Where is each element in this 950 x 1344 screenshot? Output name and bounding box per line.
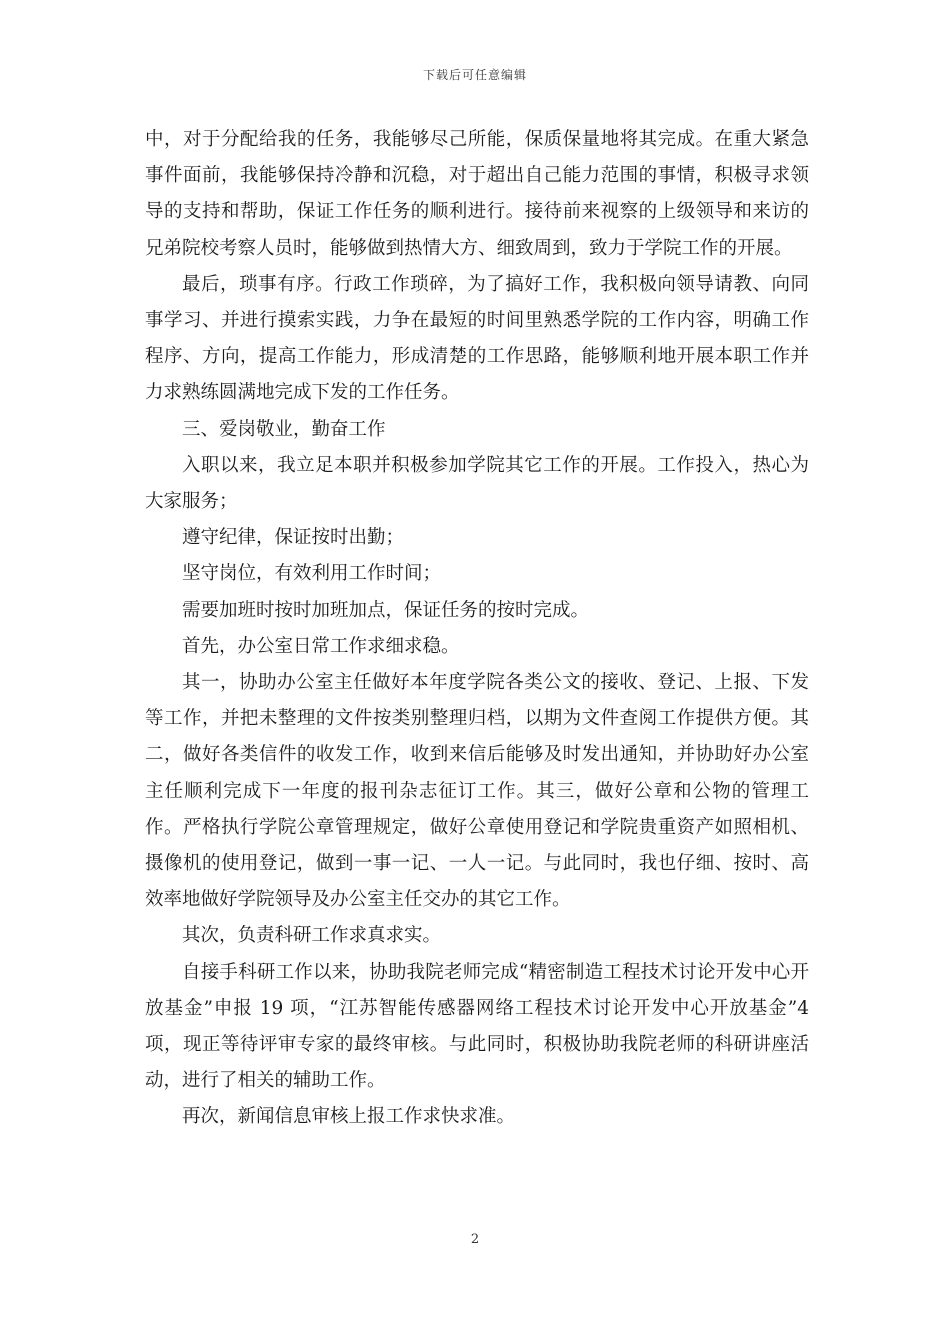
paragraph-7: 需要加班时按时加班加点，保证任务的按时完成。 [182, 599, 590, 621]
paragraph-2: 最后，琐事有序。行政工作琐碎，为了搞好工作，我积极向领导请教、向同事学习、并进行摸索实践，力争在最短的时间里熟悉学院的工作内容，明确工作程序、方向，提高工作能力，形成清楚的工作思路，能够顺利地开展本职工作并力求熟练圆满地完成下发的工作任务。 [145, 273, 809, 404]
paragraph-1: 中，对于分配给我的任务，我能够尽己所能，保质保量地将其完成。在重大紧急事件面前，我能够保持冷静和沉稳，对于超出自己能力范围的事情，积极寻求领导的支持和帮助，保证工作任务的顺利进行。接待前来视察的上级领导和来访的兄弟院校考察人员时，能够做到热情大方、细致周到，致力于学院工作的开展。 [145, 129, 809, 259]
paragraph-6: 坚守岗位，有效利用工作时间； [182, 563, 442, 585]
page-number: 2 [470, 1232, 480, 1247]
paragraph-10: 其次，负责科研工作求真求实。 [182, 925, 442, 947]
paragraph-5: 遵守纪律，保证按时出勤； [182, 527, 405, 549]
paragraph-4: 入职以来，我立足本职并积极参加学院其它工作的开展。工作投入，热心为大家服务； [145, 454, 809, 513]
page-header: 下载后可任意编辑 [422, 68, 527, 82]
paragraph-9: 其一，协助办公室主任做好本年度学院各类公文的接收、登记、上报、下发等工作，并把未整理的文件按类别整理归档，以期为文件查阅工作提供方便。其二，做好各类信件的收发工作，收到来信后能够及时发出通知，并协助好办公室主任顺利完成下一年度的报刊杂志征订工作。其三，做好公章和公物的管理工作。严格执行学院公章管理规定，做好公章使用登记和学院贵重资产如照相机、摄像机的使用登记，做到一事一记、一人一记。与此同时，我也仔细、按时、高效率地做好学院领导及办公室主任交办的其它工作。 [145, 672, 809, 911]
section-heading: 三、爱岗敬业，勤奋工作 [182, 418, 386, 440]
paragraph-12: 再次，新闻信息审核上报工作求快求准。 [182, 1106, 516, 1128]
paragraph-11: 自接手科研工作以来，协助我院老师完成“精密制造工程技术讨论开发中心开放基金”申报 19 项，“江苏智能传感器网络工程技术讨论开发中心开放基金”4 项，现正等待评审专家的最终审核。与此同时，积极协助我院老师的科研讲座活动，进行了相关的辅助工作。 [145, 961, 809, 1092]
paragraph-8: 首先，办公室日常工作求细求稳。 [182, 635, 460, 657]
document-body [145, 122, 809, 1136]
